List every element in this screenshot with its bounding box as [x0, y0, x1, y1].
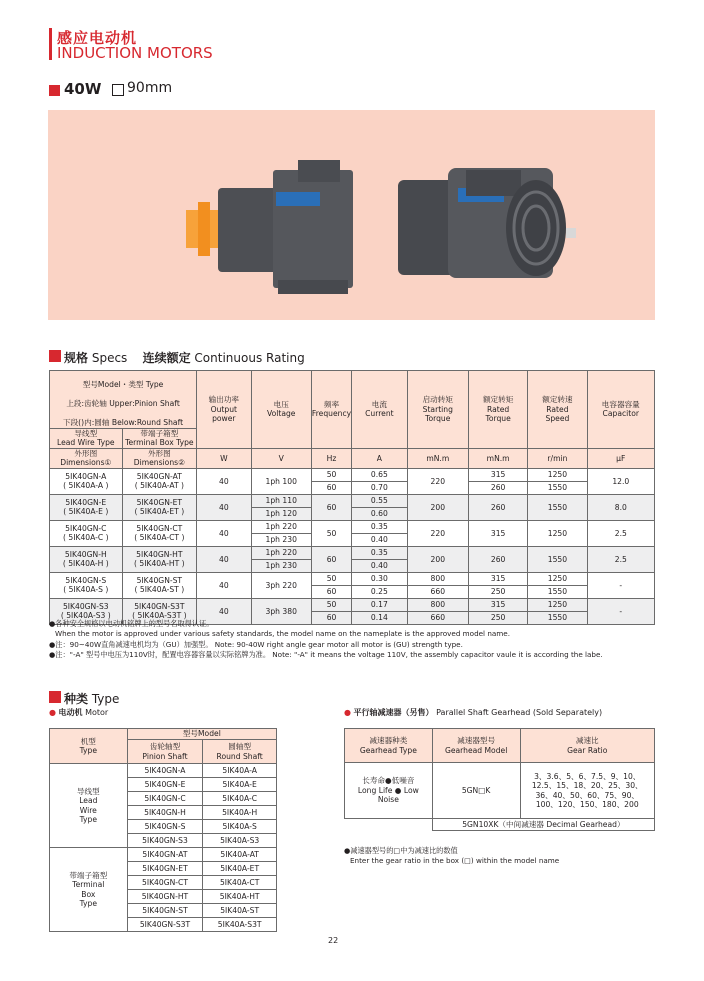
cell-rated-torque: 250: [468, 611, 527, 624]
cell-voltage: 1ph 110: [251, 494, 311, 507]
specs-model-type-header: [50, 371, 197, 429]
specs-subtitle-cn: 连续额定: [142, 351, 191, 365]
bullet-icon: ●: [344, 708, 351, 717]
lower-line-text: 下段()内:圆轴 Below:Round Shaft: [63, 418, 184, 428]
pinion-model: 5IK40GN-AT: [127, 848, 203, 862]
specs-marker: [49, 350, 61, 362]
product-photo: [48, 110, 655, 320]
cell-voltage: 3ph 220: [251, 572, 311, 598]
gear-ratio-header: 减速比 Gear Ratio: [520, 729, 655, 763]
cell-current: 0.35: [352, 520, 407, 533]
cell-freq: 60: [311, 494, 351, 520]
lead-round-model: ( 5IK40A-S3 ): [60, 611, 111, 621]
cell-rated-torque: 315: [468, 468, 527, 481]
cell-starting: 660: [407, 585, 468, 598]
unit-rated-speed: r/min: [528, 448, 587, 468]
cell-freq: 50: [311, 598, 351, 611]
empty-cell: [345, 819, 433, 831]
col-capacitor: 电容器容量 Capacitor: [587, 371, 654, 449]
round-model: 5IK40A-S3T: [203, 918, 277, 932]
cell-voltage: 1ph 100: [251, 468, 311, 494]
unit-voltage: V: [251, 448, 311, 468]
cell-output: 40: [197, 468, 251, 494]
gear-label-cn: 平行轴减速器（另售）: [353, 708, 434, 717]
unit-rated-torque: mN.m: [468, 448, 527, 468]
terminal-box-right: [466, 170, 521, 196]
pinion-model: 5IK40GN-S3: [127, 834, 203, 848]
term-round-model: ( 5IK40A-ST ): [134, 585, 185, 595]
cell-rated-speed: 1550: [528, 546, 587, 572]
round-model: 5IK40A-CT: [203, 876, 277, 890]
gear-note-cn: ●减速器型号的□中为减速比的数值: [344, 846, 458, 855]
pinion-model: 5IK40GN-ST: [127, 904, 203, 918]
cell-voltage: 1ph 230: [251, 559, 311, 572]
term-model: 5IK40GN-S3T: [134, 601, 185, 611]
dim1-header: 外形图Dimensions①: [50, 448, 123, 468]
size-label: 90mm: [127, 80, 173, 96]
cell-rated-torque: 260: [468, 546, 527, 572]
cell-starting: 660: [407, 611, 468, 624]
motor-label-cn: 电动机: [58, 708, 83, 717]
col-rated-speed: 额定转速 Rated Speed: [528, 371, 587, 449]
cell-voltage: 3ph 380: [251, 598, 311, 624]
specs-title-en: Specs: [91, 351, 128, 365]
specs-title-cn: 规格: [64, 351, 89, 365]
motor-label-en: Motor: [85, 708, 109, 717]
cell-capacitor: -: [587, 572, 654, 598]
terminal-en: Terminal Box Type: [125, 438, 194, 448]
table-cell: [122, 546, 197, 572]
unit-starting: mN.m: [407, 448, 468, 468]
table-row: [50, 468, 123, 494]
cell-starting: 800: [407, 598, 468, 611]
cell-current: 0.35: [352, 546, 407, 559]
pinion-col-header: [127, 740, 203, 764]
cell-starting: 200: [407, 494, 468, 520]
table-cell: [122, 494, 197, 520]
unit-frequency: Hz: [311, 448, 351, 468]
term-model: 5IK40GN-HT: [136, 549, 183, 559]
terminal-cn: 带端子箱型: [140, 428, 179, 438]
lead-group-label: 导线型 Lead Wire Type: [50, 764, 128, 848]
cell-output: 40: [197, 546, 251, 572]
gearhead-table: [344, 728, 655, 831]
model-type-text: 型号Model・类型 Type: [82, 380, 164, 390]
header-title-en: INDUCTION MOTORS: [57, 44, 213, 62]
nameplate-left: [276, 192, 320, 206]
cell-starting: 220: [407, 520, 468, 546]
table-row: [50, 494, 123, 520]
col-starting-torque: 启动转矩 Starting Torque: [407, 371, 468, 449]
header-accent-bar: [49, 28, 52, 60]
cell-current: 0.40: [352, 559, 407, 572]
pinion-model: 5IK40GN-S: [127, 820, 203, 834]
cell-rated-speed: 1550: [528, 585, 587, 598]
col-output: 输出功率 Output power: [197, 371, 251, 449]
type-title-en: Type: [91, 692, 120, 706]
cell-capacitor: 2.5: [587, 546, 654, 572]
unit-output: W: [197, 448, 251, 468]
upper-line-text: 上段:齿轮轴 Upper:Pinion Shaft: [66, 399, 180, 409]
cell-output: 40: [197, 520, 251, 546]
shaft-key: [198, 202, 210, 256]
round-model: 5IK40A-A: [203, 764, 277, 778]
page-number: 22: [328, 936, 339, 945]
term-round-model: ( 5IK40A-ET ): [134, 507, 185, 517]
col-current: 电流 Current: [352, 371, 407, 449]
cell-capacitor: -: [587, 598, 654, 624]
cell-capacitor: 12.0: [587, 468, 654, 494]
gearhead-left: [218, 188, 278, 272]
cell-voltage: 1ph 220: [251, 520, 311, 533]
round-model: 5IK40A-HT: [203, 890, 277, 904]
terminal-group-label: 带端子箱型 Terminal Box Type: [50, 848, 128, 932]
cell-output: 40: [197, 494, 251, 520]
square-size-icon: [112, 84, 124, 96]
lead-round-model: ( 5IK40A-C ): [63, 533, 109, 543]
cell-output: 40: [197, 572, 251, 598]
pinion-model: 5IK40GN-E: [127, 778, 203, 792]
lead-round-model: ( 5IK40A-S ): [63, 585, 109, 595]
cell-current: 0.25: [352, 585, 407, 598]
term-model: 5IK40GN-ST: [136, 575, 183, 585]
cell-freq: 60: [311, 546, 351, 572]
model-col-header: 型号Model: [127, 729, 276, 740]
lead-model: 5IK40GN-H: [64, 549, 107, 559]
lead-model: 5IK40GN-E: [65, 497, 107, 507]
term-round-model: ( 5IK40A-HT ): [134, 559, 185, 569]
table-cell: [122, 520, 197, 546]
cell-current: 0.30: [352, 572, 407, 585]
pinion-model: 5IK40GN-CT: [127, 876, 203, 890]
motor-label: [49, 707, 108, 718]
dim2-header: 外形图Dimensions②: [122, 448, 197, 468]
cell-current: 0.55: [352, 494, 407, 507]
specs-table: [49, 370, 655, 625]
col-rated-torque: 额定转矩 Rated Torque: [468, 371, 527, 449]
motor-type-table: [49, 728, 277, 932]
cell-rated-speed: 1550: [528, 494, 587, 520]
specs-subtitle-en: Continuous Rating: [194, 351, 305, 365]
cell-current: 0.14: [352, 611, 407, 624]
type-title: [64, 690, 119, 707]
round-model: 5IK40A-AT: [203, 848, 277, 862]
specs-title: [64, 349, 305, 366]
lead-wire-en: Lead Wire Type: [56, 438, 115, 448]
cell-rated-torque: 250: [468, 585, 527, 598]
cell-starting: 200: [407, 546, 468, 572]
cell-starting: 220: [407, 468, 468, 494]
cell-rated-speed: 1250: [528, 598, 587, 611]
lead-model: 5IK40GN-S: [65, 575, 107, 585]
pinion-model: 5IK40GN-A: [127, 764, 203, 778]
lead-wire-header: [50, 428, 123, 448]
gear-model-header: 减速器型号 Gearhead Model: [432, 729, 520, 763]
round-model: 5IK40A-S: [203, 820, 277, 834]
cell-freq: 60: [311, 585, 351, 598]
note-line: ●注："-A" 型号中电压为110V时，配置电容器容量以实际铭牌为准。 Note: "-A" it means the voltage 110V, the assembly capacitor vaule it is according the labe.: [49, 650, 603, 660]
lead-round-model: ( 5IK40A-A ): [63, 481, 109, 491]
cell-rated-speed: 1250: [528, 520, 587, 546]
unit-capacitor: μF: [587, 448, 654, 468]
cell-voltage: 1ph 220: [251, 546, 311, 559]
lead-model: 5IK40GN-C: [65, 523, 107, 533]
lead-model: 5IK40GN-S3: [62, 601, 109, 611]
type-en: Type: [79, 746, 98, 755]
unit-current: A: [352, 448, 407, 468]
gear-notes: [344, 846, 655, 867]
cell-rated-torque: 260: [468, 494, 527, 520]
cell-freq: 50: [311, 572, 351, 585]
round-model: 5IK40A-ET: [203, 862, 277, 876]
gear-type-value: 长寿命●低噪音 Long Life ● Low Noise: [345, 763, 433, 819]
cell-freq: 50: [311, 468, 351, 481]
cell-starting: 800: [407, 572, 468, 585]
pinion-model: 5IK40GN-S3T: [127, 918, 203, 932]
table-row: [50, 546, 123, 572]
lead-wire-right: [566, 228, 576, 238]
gear-label: [344, 707, 602, 718]
terminal-box-left: [298, 160, 340, 182]
decimal-gearhead: 5GN10XK（中间减速器 Decimal Gearhead）: [432, 819, 654, 831]
gear-ratio-value: 3、3.6、5、6、7.5、9、10、 12.5、15、18、20、25、30、 36、40、50、60、75、90、 100、120、150、180、200: [520, 763, 655, 819]
note-line: ●注：90~40W直角减速电机均为（GU）加强型。 Note: 90-40W right angle gear motor all motor is (GU) strength type.: [49, 639, 463, 649]
type-col-header: [50, 729, 128, 764]
cell-rated-speed: 1550: [528, 611, 587, 624]
round-model: 5IK40A-E: [203, 778, 277, 792]
lead-round-model: ( 5IK40A-E ): [63, 507, 109, 517]
term-round-model: ( 5IK40A-AT ): [134, 481, 184, 491]
note-line: When the motor is approved under various safety standards, the model name on the nameplate is the approved model name.: [55, 629, 510, 639]
term-model: 5IK40GN-CT: [136, 523, 183, 533]
cell-capacitor: 2.5: [587, 520, 654, 546]
terminal-header: [122, 428, 197, 448]
term-model: 5IK40GN-AT: [136, 471, 182, 481]
cell-freq: 60: [311, 481, 351, 494]
round-en: Round Shaft: [216, 751, 263, 761]
round-model: 5IK40A-S3: [203, 834, 277, 848]
pinion-en: Pinion Shaft: [142, 751, 188, 761]
cell-rated-speed: 1550: [528, 481, 587, 494]
motor-left-body: [273, 170, 353, 288]
pinion-model: 5IK40GN-ET: [127, 862, 203, 876]
header-title-cn: 感应电动机: [57, 29, 138, 47]
cell-rated-torque: 260: [468, 481, 527, 494]
note-line: ●各种安全规格以电动机铭牌上的型号名取得认证。: [49, 619, 214, 628]
type-cn: 机型: [80, 736, 96, 746]
type-marker: [49, 691, 61, 703]
round-cn: 圆轴型: [228, 742, 252, 752]
table-row: [50, 520, 123, 546]
cell-rated-torque: 315: [468, 598, 527, 611]
cell-freq: 50: [311, 520, 351, 546]
round-model: 5IK40A-C: [203, 792, 277, 806]
cell-rated-torque: 315: [468, 572, 527, 585]
lead-wire-cn: 导线型: [74, 428, 98, 438]
cell-voltage: 1ph 230: [251, 533, 311, 546]
term-round-model: ( 5IK40A-S3T ): [132, 611, 187, 621]
pinion-model: 5IK40GN-H: [127, 806, 203, 820]
gear-model-value: 5GN□K: [432, 763, 520, 819]
pinion-cn: 齿轮轴型: [149, 742, 181, 752]
pinion-model: 5IK40GN-HT: [127, 890, 203, 904]
lead-round-model: ( 5IK40A-H ): [62, 559, 109, 569]
table-row: [50, 572, 123, 598]
col-voltage: 电压 Voltage: [251, 371, 311, 449]
bullet-icon: ●: [49, 708, 56, 717]
table-cell: [122, 468, 197, 494]
cell-capacitor: 8.0: [587, 494, 654, 520]
type-title-cn: 种类: [64, 692, 89, 706]
term-model: 5IK40GN-ET: [136, 497, 183, 507]
cell-freq: 60: [311, 611, 351, 624]
cell-current: 0.40: [352, 533, 407, 546]
cell-current: 0.65: [352, 468, 407, 481]
col-frequency: 频率 Frequency: [311, 371, 351, 449]
cell-current: 0.17: [352, 598, 407, 611]
motor-illustration: [48, 110, 655, 320]
cell-rated-speed: 1250: [528, 572, 587, 585]
power-marker: [49, 85, 60, 96]
lead-model: 5IK40GN-A: [65, 471, 107, 481]
cell-output: 40: [197, 598, 251, 624]
gear-note-en: Enter the gear ratio in the box (□) within the model name: [350, 856, 560, 866]
term-round-model: ( 5IK40A-CT ): [134, 533, 185, 543]
cell-voltage: 1ph 120: [251, 507, 311, 520]
table-cell: [122, 572, 197, 598]
round-model: 5IK40A-H: [203, 806, 277, 820]
round-model: 5IK40A-ST: [203, 904, 277, 918]
gear-type-header: 减速器种类 Gearhead Type: [345, 729, 433, 763]
cell-current: 0.60: [352, 507, 407, 520]
cell-current: 0.70: [352, 481, 407, 494]
specs-notes: [49, 619, 669, 661]
gear-label-en: Parallel Shaft Gearhead (Sold Separately): [436, 708, 603, 717]
base-left: [278, 280, 348, 294]
cell-rated-torque: 315: [468, 520, 527, 546]
power-label: 40W: [64, 80, 102, 98]
cell-rated-speed: 1250: [528, 468, 587, 481]
round-col-header: [203, 740, 277, 764]
pinion-model: 5IK40GN-C: [127, 792, 203, 806]
